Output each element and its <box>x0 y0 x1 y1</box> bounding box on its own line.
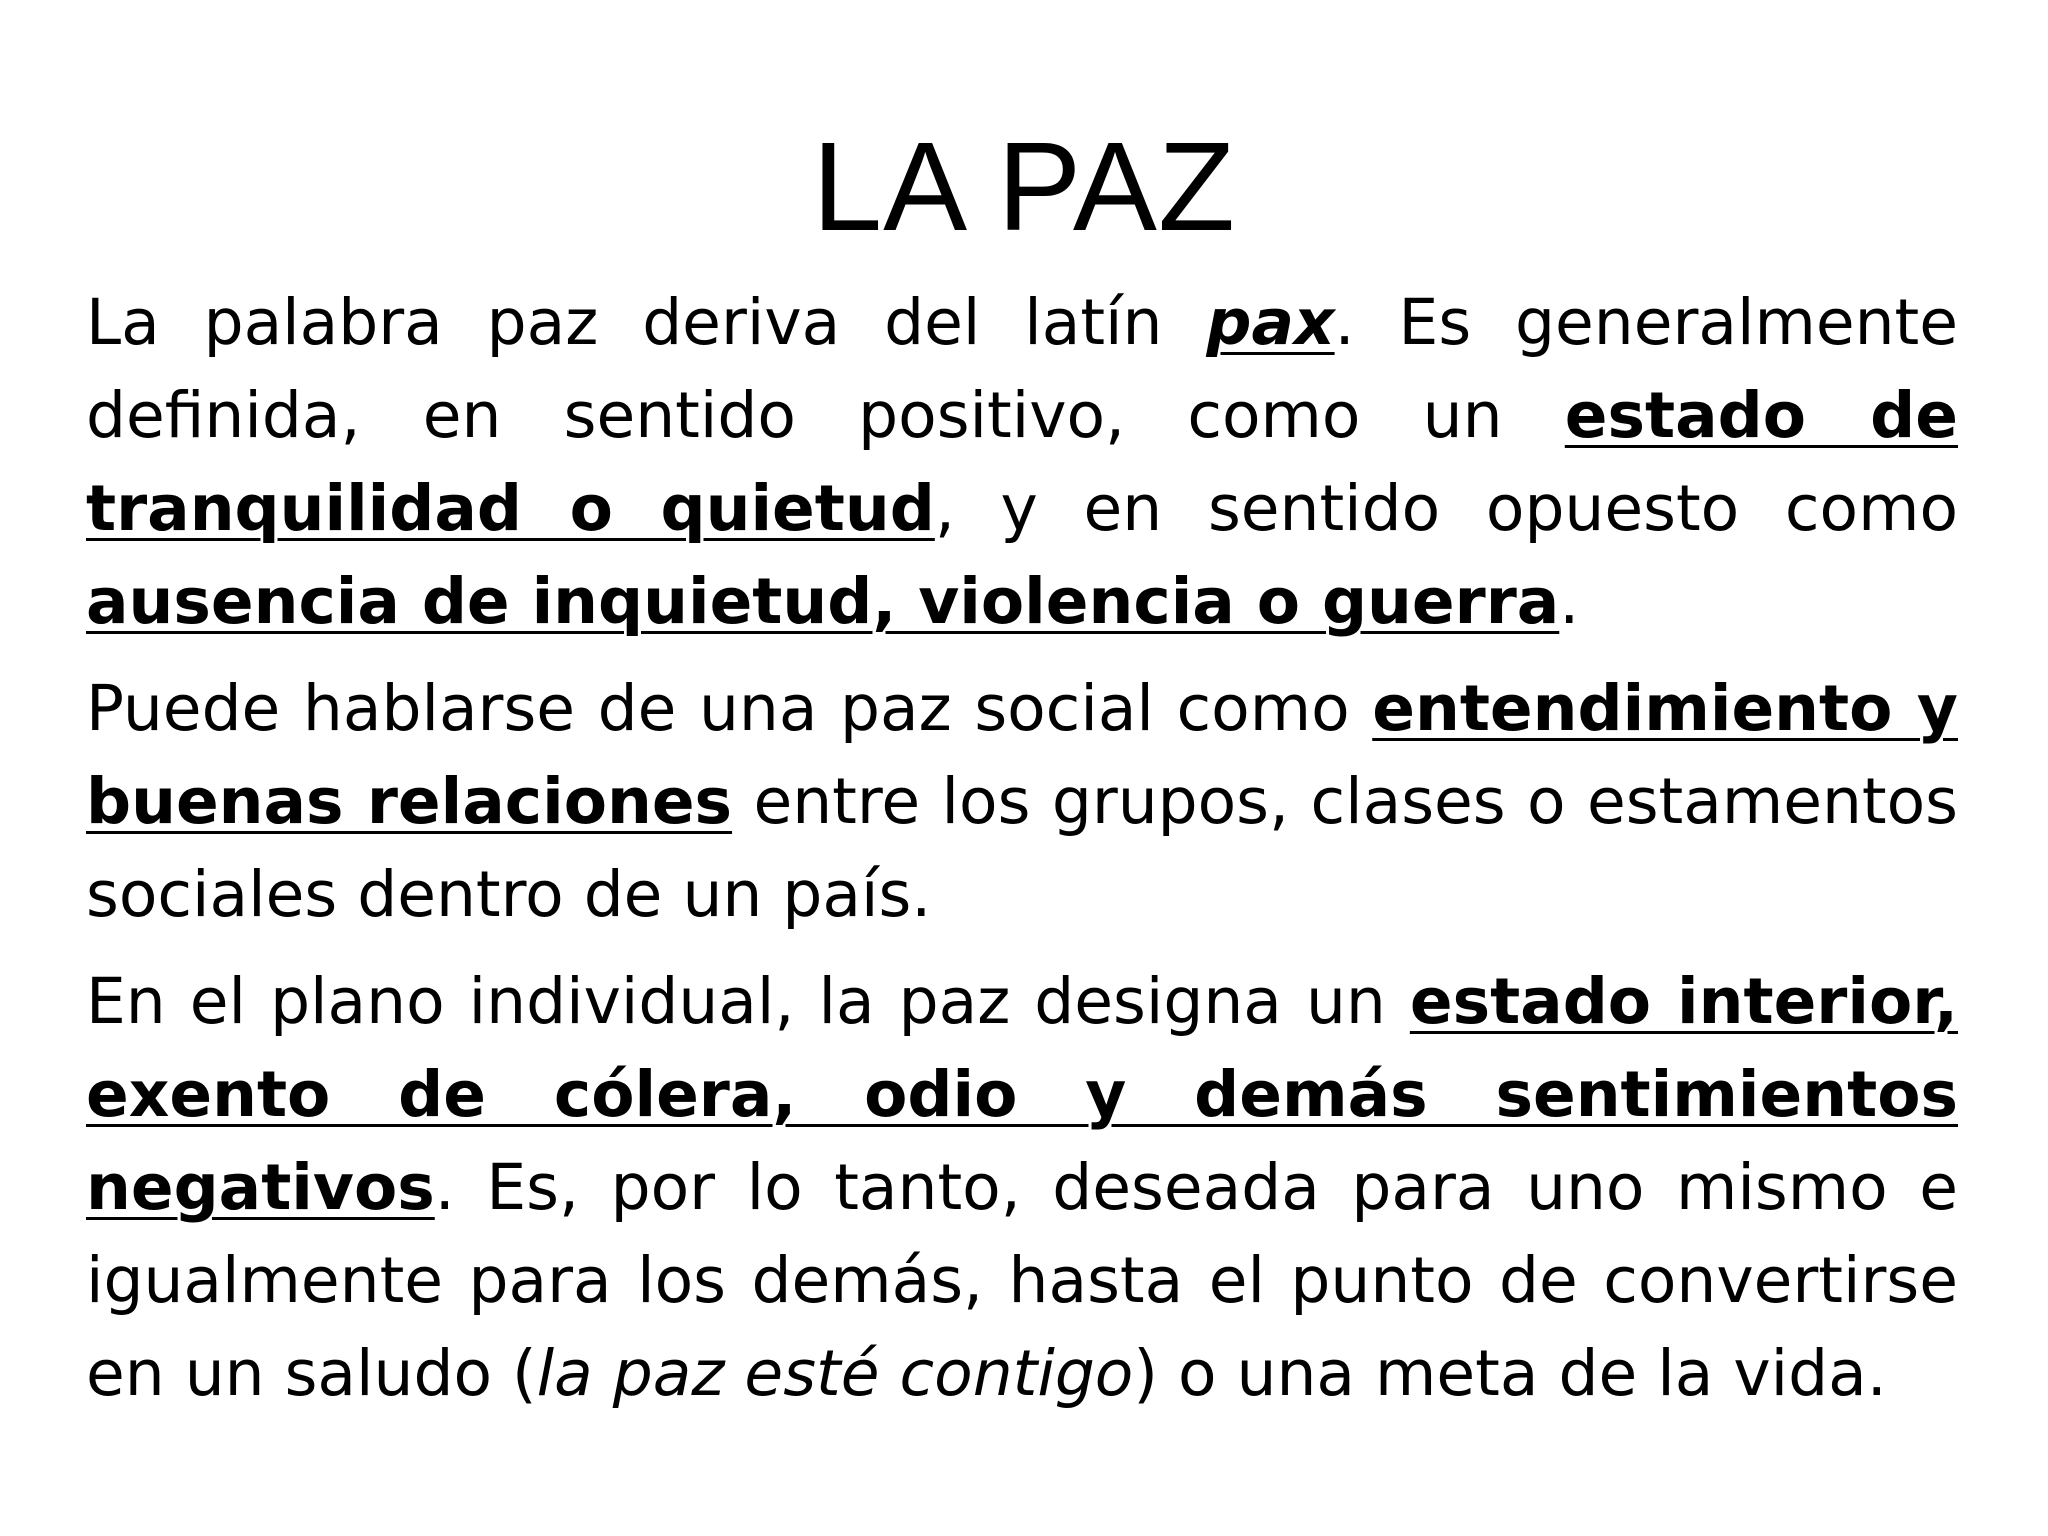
paragraph-individual-peace <box>86 955 1958 1420</box>
highlight-negative-definition: ausencia de inquietud, violencia o guerra <box>86 565 1560 638</box>
text: . <box>1559 565 1580 638</box>
highlight-positive-definition: estado de tranquilidad o quietud <box>86 379 1958 545</box>
slide-body <box>86 276 1958 1434</box>
latin-term: pax <box>1206 286 1335 359</box>
greeting-phrase: la paz esté contigo <box>536 1337 1134 1410</box>
text: ) o una meta de la vida. <box>1133 1337 1887 1410</box>
text: entre los grupos, clases o estamentos sociales dentro de un país. <box>86 765 1958 931</box>
slide-title: LA PAZ <box>812 116 1236 257</box>
text: . Es, por lo tanto, deseada para uno mismo e igualmente para los demás, hasta el punto de convertirse en un saludo ( <box>86 1151 1958 1410</box>
text: La palabra paz deriva del latín <box>86 286 1207 359</box>
text: En el plano individual, la paz designa un <box>86 965 1410 1038</box>
text: . Es generalmente definida, en sentido positivo, como un <box>86 286 1958 452</box>
text: Puede hablarse de una paz social como <box>86 672 1373 745</box>
text: , y en sentido opuesto como <box>934 472 1958 545</box>
highlight-inner-state: estado interior, exento de cólera, odio y demás sentimientos negativos <box>86 965 1958 1224</box>
paragraph-social-peace <box>86 662 1958 941</box>
highlight-social-peace: entendimiento y buenas relaciones <box>86 672 1958 838</box>
paragraph-etymology <box>86 276 1958 648</box>
